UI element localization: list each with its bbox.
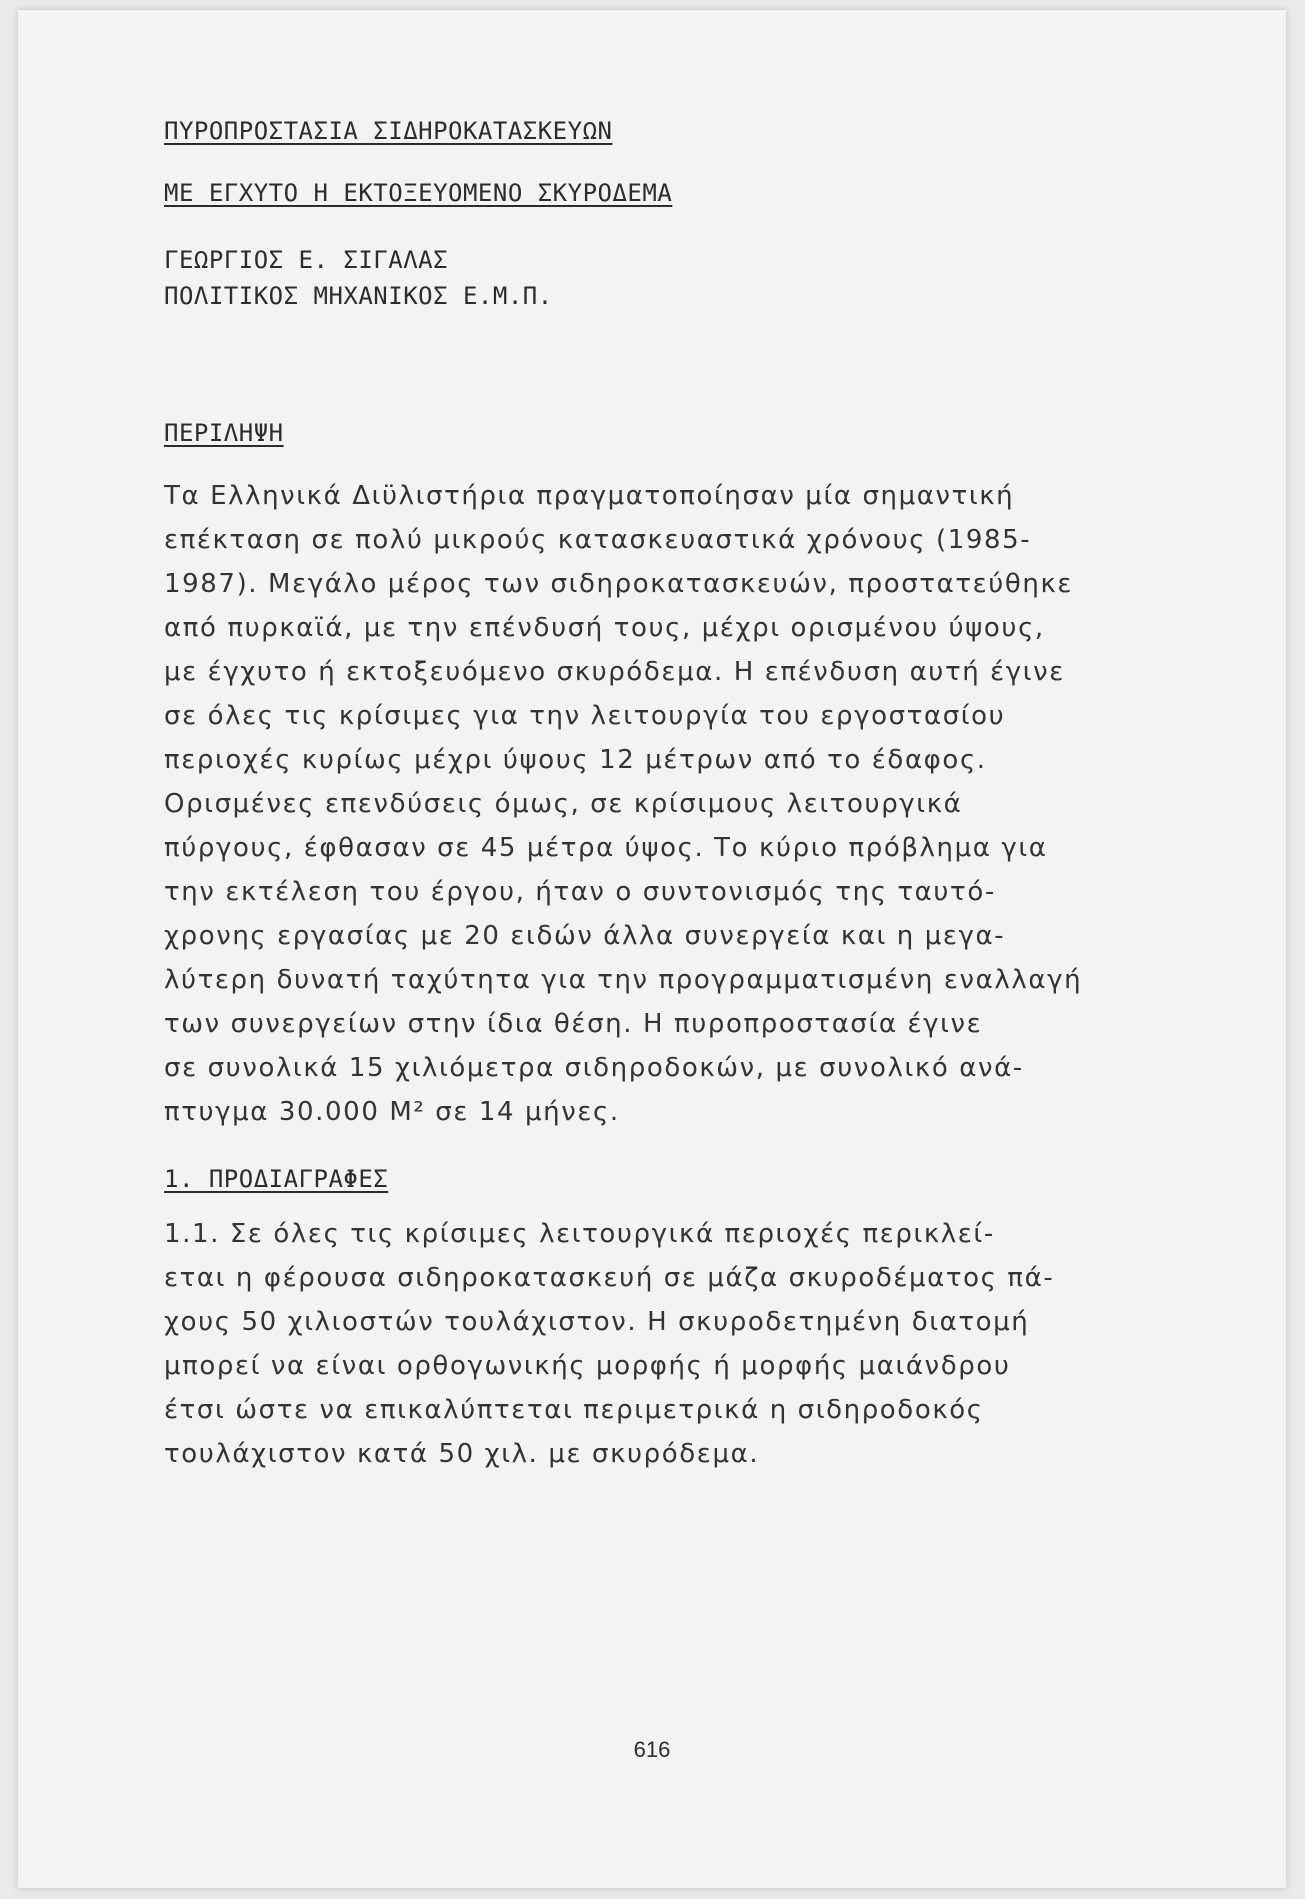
author-name: ΓΕΩΡΓΙΟΣ Ε. ΣΙΓΑΛΑΣ [164, 246, 449, 274]
abstract-body [164, 474, 1134, 1134]
abstract-line: πύργους, έφθασαν σε 45 μέτρα ύψος. Το κύριο πρόβλημα για [164, 833, 1048, 863]
abstract-line: λύτερη δυνατή ταχύτητα για την προγραμματισμένη εναλλαγή [164, 965, 1083, 995]
specs-line: 1.1. Σε όλες τις κρίσιμες λειτουργικά περιοχές περικλεί- [164, 1219, 995, 1249]
specs-line: μπορεί να είναι ορθογωνικής μορφής ή μορφής μαιάνδρου [164, 1351, 1011, 1381]
page-number: 616 [633, 1737, 671, 1762]
abstract-line: Ορισμένες επενδύσεις όμως, σε κρίσιμους λειτουργικά [164, 789, 963, 819]
author-block [164, 242, 1134, 314]
specs-line: εται η φέρουσα σιδηροκατασκευή σε μάζα σκυροδέματος πά- [164, 1263, 1055, 1293]
title-line-1: ΠΥΡΟΠΡΟΣΤΑΣΙΑ ΣΙΔΗΡΟΚΑΤΑΣΚΕΥΩΝ [164, 117, 613, 145]
document-content [164, 114, 1134, 1476]
abstract-line: από πυρκαϊά, με την επένδυσή τους, μέχρι ορισμένου ύψους, [164, 613, 1045, 643]
abstract-line: Τα Ελληνικά Διϋλιστήρια πραγματοποίησαν μία σημαντική [164, 481, 1015, 511]
abstract-line: πτυγμα 30.000 Μ² σε 14 μήνες. [164, 1097, 620, 1127]
specs-line: χους 50 χιλιοστών τουλάχιστον. Η σκυροδετημένη διατομή [164, 1307, 1030, 1337]
abstract-line: την εκτέλεση του έργου, ήταν ο συντονισμός της ταυτό- [164, 877, 996, 907]
abstract-line: περιοχές κυρίως μέχρι ύψους 12 μέτρων από το έδαφος. [164, 745, 987, 775]
specs-body [164, 1212, 1134, 1476]
title-line-2: ΜΕ ΕΓΧΥΤΟ Η ΕΚΤΟΞΕΥΟΜΕΝΟ ΣΚΥΡΟΔΕΜΑ [164, 179, 673, 207]
document-page [18, 10, 1286, 1888]
specs-heading: 1. ΠΡΟΔΙΑΓΡΑΦΕΣ [164, 1165, 389, 1193]
abstract-line: με έγχυτο ή εκτοξευόμενο σκυρόδεμα. Η επένδυση αυτή έγινε [164, 657, 1065, 687]
abstract-heading: ΠΕΡΙΛΗΨΗ [164, 419, 284, 447]
abstract-line: επέκταση σε πολύ μικρούς κατασκευαστικά χρόνους (1985- [164, 525, 1032, 555]
document-title [164, 114, 1134, 210]
abstract-line: σε όλες τις κρίσιμες για την λειτουργία του εργοστασίου [164, 701, 1006, 731]
abstract-line: των συνεργείων στην ίδια θέση. Η πυροπροστασία έγινε [164, 1009, 983, 1039]
abstract-line: σε συνολικά 15 χιλιόμετρα σιδηροδοκών, με συνολικό ανά- [164, 1053, 1024, 1083]
abstract-line: 1987). Μεγάλο μέρος των σιδηροκατασκευών, προστατεύθηκε [164, 569, 1074, 599]
abstract-line: χρονης εργασίας με 20 ειδών άλλα συνεργεία και η μεγα- [164, 921, 1006, 951]
specs-line: έτσι ώστε να επικαλύπτεται περιμετρικά η σιδηροδοκός [164, 1395, 984, 1425]
author-title: ΠΟΛΙΤΙΚΟΣ ΜΗΧΑΝΙΚΟΣ Ε.Μ.Π. [164, 282, 553, 310]
specs-line: τουλάχιστον κατά 50 χιλ. με σκυρόδεμα. [164, 1439, 760, 1469]
